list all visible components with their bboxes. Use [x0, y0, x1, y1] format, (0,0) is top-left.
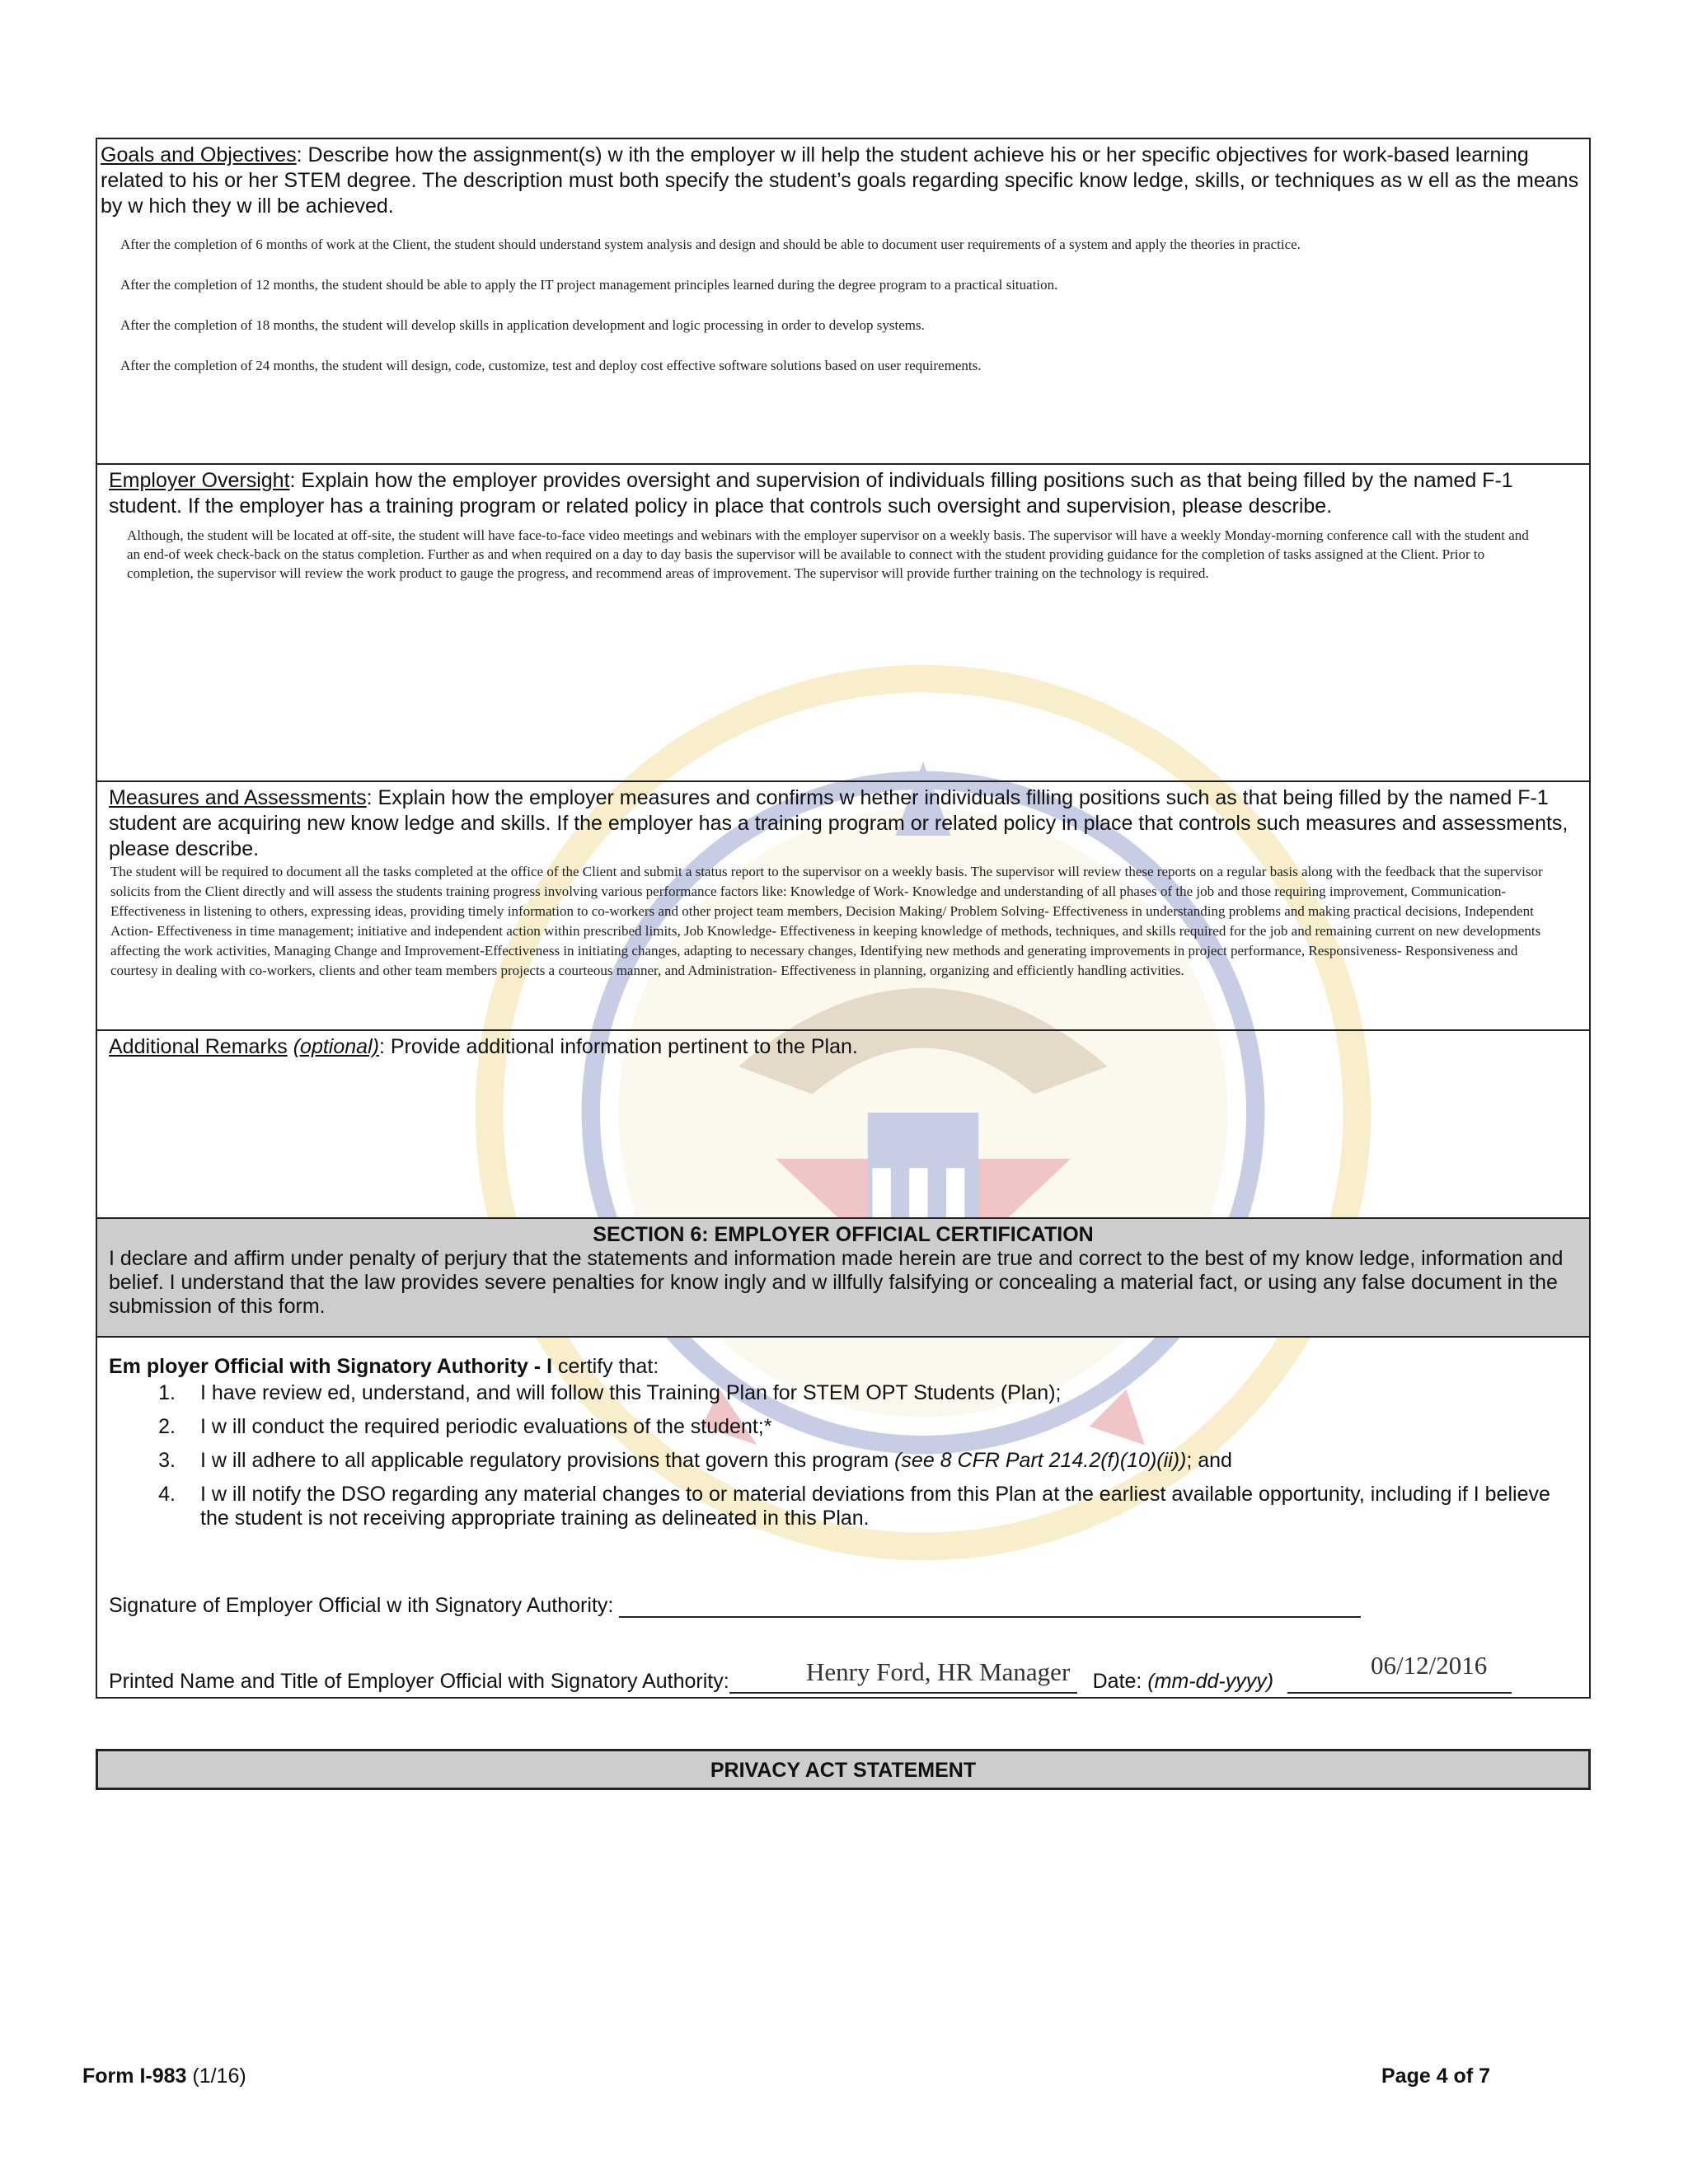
privacy-box [96, 1749, 1591, 1790]
remarks-section [96, 1029, 1591, 1219]
official-section [96, 1336, 1591, 1699]
remarks-heading: Additional Remarks [109, 1035, 288, 1058]
goal-item: After the completion of 24 months, the student will design, code, customize, test and deploy cost effective software solutions based on user requirements. [120, 358, 982, 373]
goals-heading: Goals and Objectives [101, 143, 297, 166]
footer-page: Page 4 of 7 [1381, 2064, 1490, 2088]
printed-name-value: Henry Ford, HR Manager [806, 1657, 1071, 1686]
footer-form-name: Form I-983 [82, 2064, 187, 2088]
oversight-header [97, 465, 1589, 519]
goals-answer[interactable] [97, 219, 1589, 375]
measures-answer[interactable]: The student will be required to document all the tasks completed at the office of the Client and submit a status report to the supervisor on a weekly basis. The supervisor will review these reports on a regular basis along with the feedback that the supervisor solicits from the Client directly and will assess the students training progress involving various performance factors like: Knowledge of Work- Knowledge and understanding of all phases of the job and those requiring improvement, Communication- Effectiveness in listening to others, expressing ideas, providing timely information to co-workers and other project team members, Decision Making/ Problem Solving- Effectiveness in understanding problems and making practical decisions, Independent Action- Effectiveness in time management; initiative and independent action within prescribed limits, Job Knowledge- Effectiveness in keeping knowledge of methods, techniques, and skills required for the job and remaining current on new developments affecting the work activities, Managing Change and Improvement-Effectiveness in initiating changes, adapting to necessary changes, Identifying new methods and generating improvements in project performance, Responsiveness- Responsiveness and courtesy in dealing with co-workers, clients and other team members projects a courteous manner, and Administration- Effectiveness in planning, organizing and efficiently handling activities. [110, 864, 1543, 978]
remarks-answer[interactable] [97, 1060, 1589, 1192]
list-item: 3. I w ill adhere to all applicable regulatory provisions that govern this program (see 8 CFR Part 214.2(f)(10)(ii)); and [158, 1449, 1232, 1472]
section6-title: SECTION 6: EMPLOYER OFFICIAL CERTIFICATION [593, 1223, 1094, 1246]
goals-description: : Describe how the assignment(s) w ith the employer w ill help the student achieve his or her specific objectives for work-based learning related to his or her STEM degree. The description must both specify the student’s goals regarding specific know ledge, skills, or techniques as w ell as the means by w hich they w ill be achieved. [101, 143, 1579, 218]
remarks-description: : Provide additional information pertinent to the Plan. [378, 1035, 858, 1058]
goal-item: After the completion of 18 months, the student will develop skills in application development and logic processing in order to develop systems. [120, 317, 925, 333]
measures-section [96, 780, 1591, 1031]
measures-header [97, 782, 1589, 862]
measures-heading: Measures and Assessments [109, 786, 367, 809]
list-item: 4. I w ill notify the DSO regarding any material changes to or material deviations from this Plan at the earliest available opportunity, including if I believe the student is not receiving appropriate training as delineated in this Plan. [158, 1483, 1550, 1530]
certification-list [97, 1381, 1589, 1530]
date-label: Date: [1092, 1670, 1148, 1693]
remarks-header [97, 1031, 1589, 1060]
goal-item: After the completion of 12 months, the student should be able to apply the IT project management principles learned during the degree program to a practical situation. [120, 277, 1058, 293]
oversight-heading: Employer Oversight [109, 469, 290, 492]
oversight-description: : Explain how the employer provides oversight and supervision of individuals filling positions such as that being filled by the named F-1 student. If the employer has a training program or related policy in place that controls such oversight and supervision, please describe. [109, 469, 1513, 518]
goals-header [97, 139, 1589, 219]
section6-text: I declare and affirm under penalty of perjury that the statements and information made herein are true and correct to the best of my know ledge, information and belief. I understand that the law provides severe penalties for know ingly and w illfully falsifying or concealing a material fact, or using any false document in the submission of this form. [109, 1247, 1564, 1318]
section6-box [96, 1217, 1591, 1338]
list-item: 1. I have review ed, understand, and will follow this Training Plan for STEM OPT Students (Plan); [158, 1381, 1062, 1404]
oversight-section [96, 463, 1591, 782]
printed-name-label: Printed Name and Title of Employer Official with Signatory Authority: [109, 1670, 729, 1693]
signature-row [109, 1593, 1361, 1618]
signature-label: Signature of Employer Official w ith Signatory Authority: [109, 1594, 614, 1617]
privacy-title: PRIVACY ACT STATEMENT [710, 1759, 977, 1782]
official-lead [97, 1338, 1589, 1380]
footer-form [82, 2064, 246, 2088]
oversight-answer[interactable]: Although, the student will be located at off-site, the student will have face-to-face video meetings and webinars with the employer supervisor on a weekly basis. The supervisor will have a weekly Monday-morning conference call with the student and an end-of week check-back on the status completion. Further as and when required on a day to day basis the supervisor will be available to connect with the student providing guidance for the completion of tasks assigned at the Client. Prior to completion, the supervisor will review the work product to gauge the progress, and recommend areas of improvement. The supervisor will provide further training on the technology is required. [127, 527, 1529, 581]
official-lead-rest: certify that: [552, 1355, 659, 1378]
remarks-optional: (optional) [293, 1035, 379, 1058]
list-item: 2. I w ill conduct the required periodic evaluations of the student;* [158, 1415, 772, 1438]
signature-field[interactable] [619, 1593, 1361, 1618]
goal-item: After the completion of 6 months of work at the Client, the student should understand system analysis and design and should be able to document user requirements of a system and apply the theories in practice. [120, 237, 1301, 252]
footer-form-version: (1/16) [186, 2064, 246, 2088]
date-value: 06/12/2016 [1371, 1651, 1488, 1680]
measures-description: : Explain how the employer measures and confirms w hether individuals filling positions such as that being filled by the named F-1 student are acquiring new know ledge and skills. If the employer has a training program or related policy in place that controls such measures and assessments, please describe. [109, 786, 1568, 860]
official-lead-bold: Em ployer Official with Signatory Authority - I [109, 1355, 553, 1378]
date-format: (mm-dd-yyyy) [1147, 1670, 1274, 1693]
goals-section [96, 138, 1591, 465]
